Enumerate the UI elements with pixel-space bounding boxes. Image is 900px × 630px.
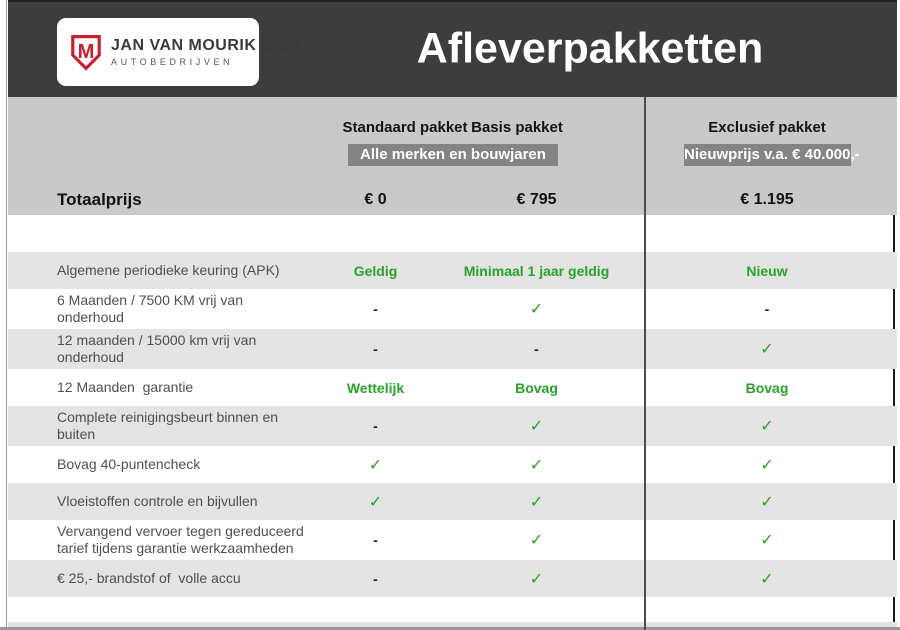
feature-row: [8, 369, 897, 406]
brand-logo: [57, 18, 301, 86]
total-price-basis: € 795: [516, 191, 557, 208]
brand-shield-icon: [70, 34, 102, 71]
feature-label: € 25,- brandstof of volle accu: [57, 570, 241, 586]
feature-label: Vloeistoffen controle en bijvullen: [57, 493, 258, 509]
feature-value-exclusief: ✓: [760, 532, 774, 549]
feature-row: [8, 483, 897, 520]
total-price-standaard: € 0: [364, 191, 387, 208]
svg-text:M: M: [77, 40, 95, 63]
page-title: Afleverpakketten: [416, 24, 764, 73]
feature-value-standaard: Geldig: [353, 262, 398, 279]
feature-value-standaard: Wettelijk: [346, 379, 405, 396]
brand-text: [111, 37, 301, 67]
feature-value-standaard: -: [373, 301, 378, 317]
feature-value-basis: ✓: [529, 532, 544, 549]
feature-value-exclusief: ✓: [760, 570, 774, 588]
totals-row: [8, 190, 897, 210]
brand-name: JAN VAN MOURIK & ZN: [111, 37, 301, 54]
left-border-line: [6, 0, 7, 630]
feature-value-basis: Bovag: [515, 379, 558, 396]
column-divider-line: [644, 97, 646, 630]
feature-value-standaard: -: [373, 341, 378, 357]
feature-value-standaard: ✓: [368, 456, 383, 474]
column-header-exclusief: Exclusief pakket: [708, 119, 826, 136]
feature-value-basis: ✓: [529, 456, 544, 474]
feature-value-standaard: -: [373, 418, 378, 434]
feature-row: [8, 329, 897, 369]
feature-row: [8, 446, 897, 483]
packages-header-band: [8, 97, 897, 215]
feature-row: [8, 252, 897, 289]
feature-row: [8, 289, 897, 329]
feature-row: [8, 520, 897, 560]
badge-alle-merken: Alle merken en bouwjaren: [348, 144, 558, 166]
feature-value-basis: ✓: [529, 570, 544, 588]
feature-value-basis: Minimaal 1 jaar geldig: [463, 262, 610, 279]
feature-value-basis: -: [534, 341, 539, 357]
feature-value-exclusief: Bovag: [745, 379, 789, 396]
feature-value-exclusief: ✓: [760, 493, 774, 511]
feature-table: [8, 252, 897, 597]
feature-label: Vervangend vervoer tegen gereduceerd tarief tijdens garantie werkzaamheden: [57, 523, 308, 556]
brand-subtitle: AUTOBEDRIJVEN: [111, 57, 234, 67]
feature-label: Algemene periodieke keuring (APK): [57, 262, 280, 278]
feature-value-basis: ✓: [529, 418, 544, 435]
column-header-basis: Basis pakket: [471, 119, 563, 136]
feature-value-exclusief: Nieuw: [746, 262, 788, 279]
feature-label: 12 maanden / 15000 km vrij van onderhoud: [57, 332, 261, 365]
totals-label: Totaalprijs: [57, 190, 142, 209]
header-bar: [8, 2, 897, 97]
feature-value-exclusief: -: [764, 301, 770, 317]
feature-row: [8, 406, 897, 446]
feature-value-exclusief: ✓: [760, 341, 774, 358]
feature-value-basis: ✓: [529, 493, 544, 511]
feature-label: 12 Maanden garantie: [57, 379, 194, 395]
column-header-standaard: Standaard pakket: [342, 119, 468, 136]
feature-value-standaard: -: [373, 532, 378, 548]
feature-value-standaard: ✓: [368, 493, 383, 511]
feature-row: [8, 560, 897, 597]
feature-value-standaard: -: [373, 570, 378, 587]
feature-label: Bovag 40-puntencheck: [57, 456, 201, 472]
feature-value-exclusief: ✓: [760, 418, 774, 435]
feature-value-exclusief: ✓: [760, 456, 774, 474]
feature-label: 6 Maanden / 7500 KM vrij van onderhoud: [57, 292, 247, 325]
feature-label: Complete reinigingsbeurt binnen en buiten: [57, 409, 282, 442]
total-price-exclusief: € 1.195: [740, 191, 794, 208]
badge-nieuwprijs: Nieuwprijs v.a. € 40.000,-: [684, 144, 851, 166]
feature-value-basis: ✓: [529, 301, 544, 318]
